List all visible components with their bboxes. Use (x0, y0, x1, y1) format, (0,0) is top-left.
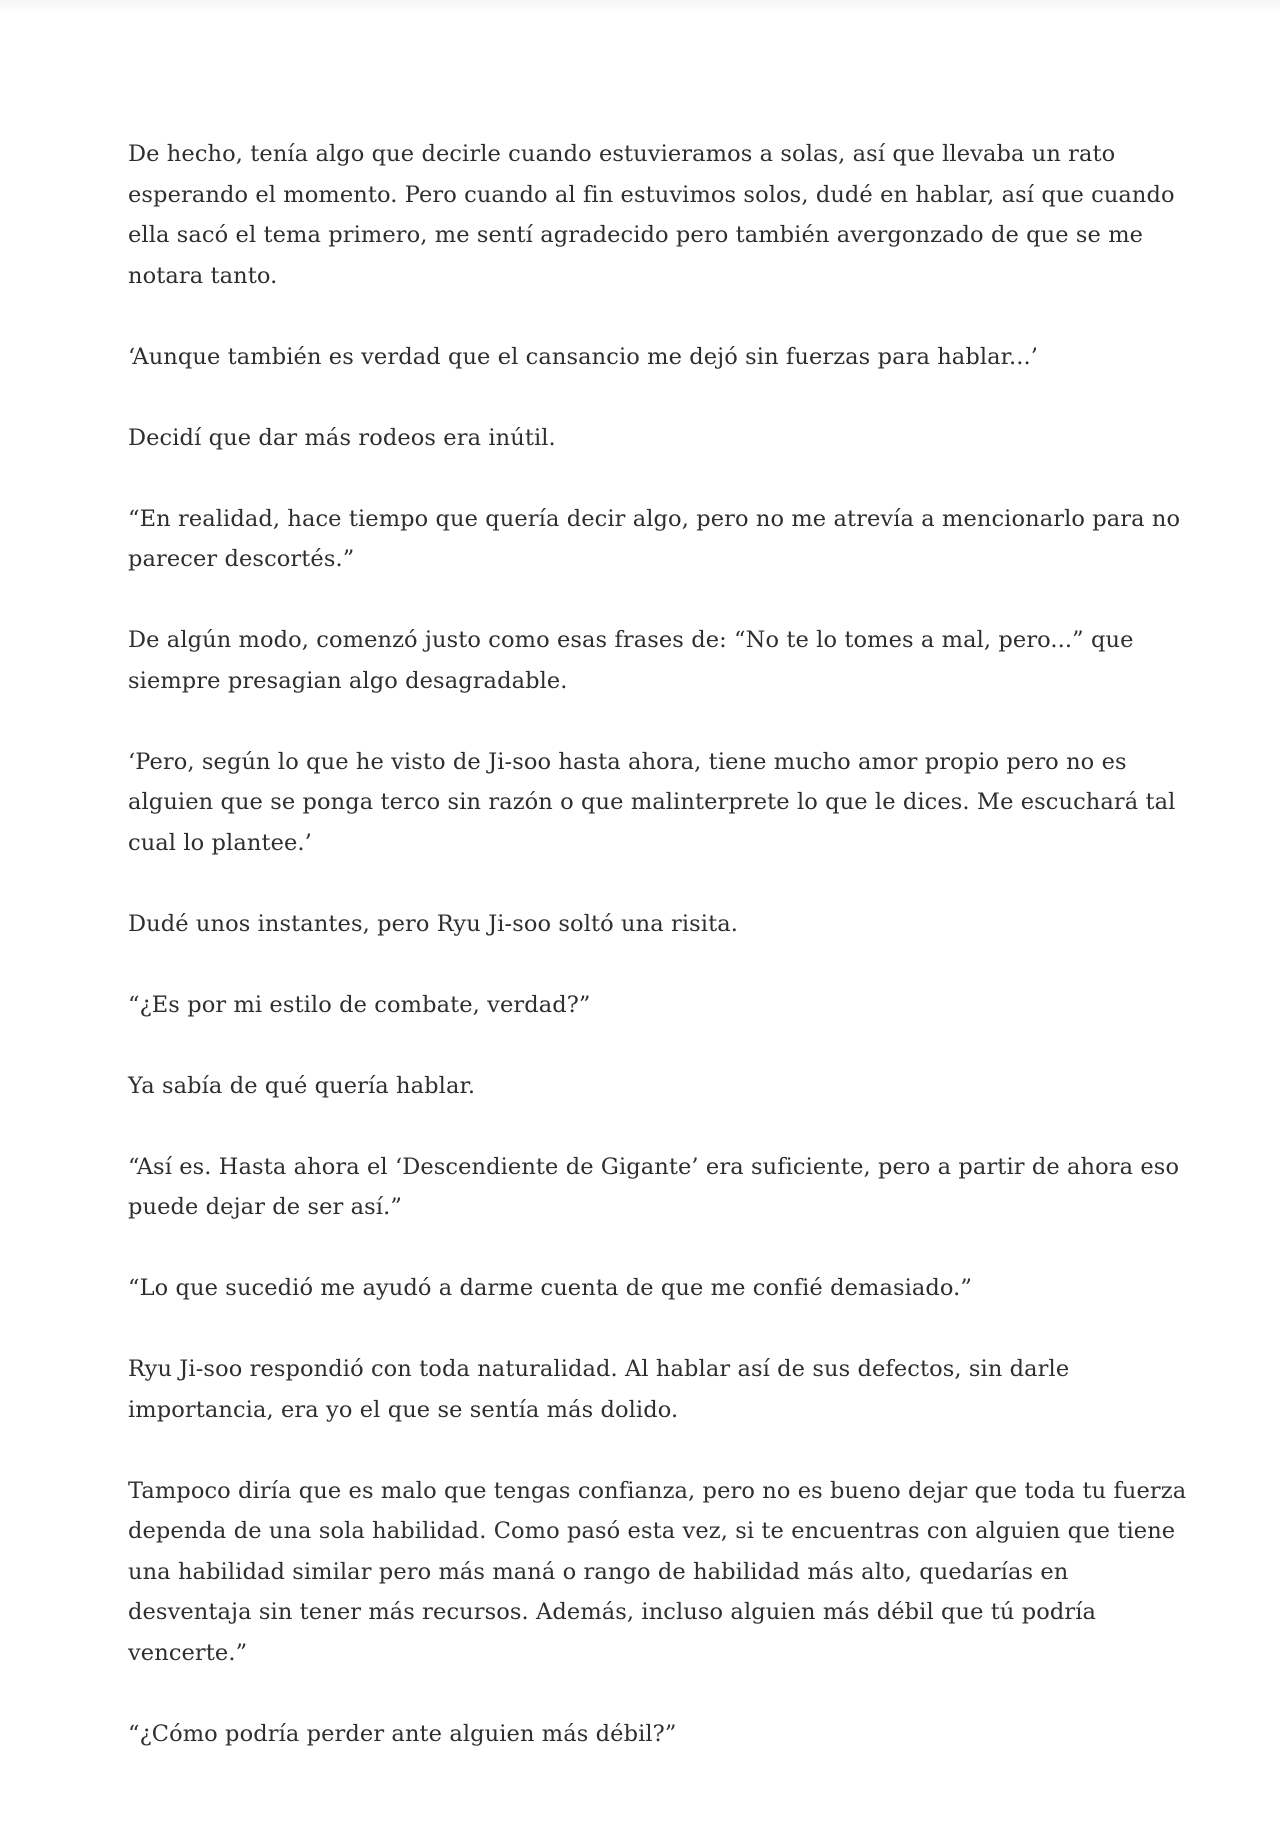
paragraph-6: ‘Pero, según lo que he visto de Ji-soo hasta ahora, tiene mucho amor propio pero no es alguien que se ponga terco sin razón o que malinterprete lo que le dices. Me escuchará tal cual lo plantee.’ (128, 748, 1176, 856)
paragraph-13: Tampoco diría que es malo que tengas confianza, pero no es bueno dejar que toda tu fuerza dependa de una sola habilidad. Como pasó esta vez, si te encuentras con alguien que tiene una habilidad similar pero más maná o rango de habilidad más alto, quedarías en desventaja sin tener más recursos. Además, incluso alguien más débil que tú podría vencerte.” (128, 1477, 1187, 1666)
paragraph-1: De hecho, tenía algo que decirle cuando estuvieramos a solas, así que llevaba un rato esperando el momento. Pero cuando al fin estuvimos solos, dudé en hablar, así que cuando ella sacó el tema primero, me sentí agradecido pero también avergonzado de que se me notara tanto. (128, 141, 1175, 289)
paragraph-12: Ryu Ji-soo respondió con toda naturalidad. Al hablar así de sus defectos, sin darle importancia, era yo el que se sentía más dolido. (128, 1356, 1070, 1423)
paragraph-2: ‘Aunque también es verdad que el cansancio me dejó sin fuerzas para hablar...’ (128, 343, 1039, 370)
paragraph-4: “En realidad, hace tiempo que quería decir algo, pero no me atrevía a mencionarlo para no parecer descortés.” (128, 505, 1181, 572)
paragraph-10: “Así es. Hasta ahora el ‘Descendiente de Gigante’ era suficiente, pero a partir de ahora eso puede dejar de ser así.” (128, 1153, 1180, 1220)
paragraph-3: Decidí que dar más rodeos era inútil. (128, 424, 556, 451)
paragraph-14: “¿Cómo podría perder ante alguien más débil?” (128, 1720, 677, 1747)
reading-pane[interactable] (128, 134, 1188, 1795)
paragraph-8: “¿Es por mi estilo de combate, verdad?” (128, 991, 591, 1018)
paragraph-11: “Lo que sucedió me ayudó a darme cuenta de que me confié demasiado.” (128, 1275, 973, 1301)
paragraph-9: Ya sabía de qué quería hablar. (128, 1072, 476, 1099)
paragraph-5: De algún modo, comenzó justo como esas frases de: “No te lo tomes a mal, pero...” que siempre presagian algo desagradable. (128, 627, 1134, 694)
paragraph-7: Dudé unos instantes, pero Ryu Ji-soo soltó una risita. (128, 910, 738, 937)
top-edge-shadow (0, 0, 1280, 14)
